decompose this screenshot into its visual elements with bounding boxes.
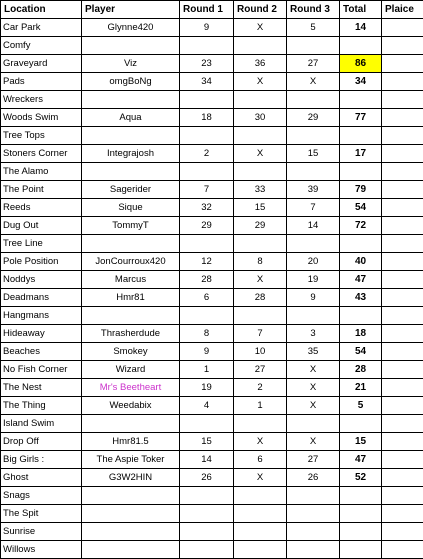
table-row — [1, 217, 423, 235]
round-1-cell[interactable] — [180, 523, 234, 541]
plaice-cell[interactable] — [382, 379, 423, 397]
player-cell[interactable]: JonCourroux420 — [82, 253, 180, 271]
location-cell[interactable]: Hideaway — [1, 325, 82, 343]
location-cell[interactable]: Island Swim — [1, 415, 82, 433]
table-row — [1, 343, 423, 361]
round-3-cell[interactable]: 9 — [287, 289, 340, 307]
total-cell[interactable]: 72 — [340, 217, 382, 235]
player-cell[interactable]: Smokey — [82, 343, 180, 361]
table-row — [1, 253, 423, 271]
total-cell[interactable]: 54 — [340, 343, 382, 361]
round-2-cell[interactable] — [234, 541, 287, 559]
round-1-cell[interactable]: 8 — [180, 325, 234, 343]
table-row — [1, 451, 423, 469]
player-cell[interactable]: Glynne420 — [82, 19, 180, 37]
round-1-cell[interactable] — [180, 163, 234, 181]
round-2-cell[interactable] — [234, 307, 287, 325]
plaice-cell[interactable] — [382, 163, 423, 181]
plaice-cell[interactable] — [382, 109, 423, 127]
player-cell[interactable]: Wizard — [82, 361, 180, 379]
player-cell[interactable]: Aqua — [82, 109, 180, 127]
round-3-cell[interactable]: 14 — [287, 217, 340, 235]
plaice-cell[interactable] — [382, 433, 423, 451]
location-cell[interactable]: Comfy — [1, 37, 82, 55]
location-cell[interactable]: Stoners Corner — [1, 145, 82, 163]
total-cell[interactable]: 5 — [340, 397, 382, 415]
round-1-cell[interactable] — [180, 235, 234, 253]
header-total: Total — [340, 1, 382, 19]
round-3-cell[interactable]: 26 — [287, 469, 340, 487]
player-cell[interactable] — [82, 487, 180, 505]
header-location: Location — [1, 1, 82, 19]
round-1-cell[interactable] — [180, 505, 234, 523]
round-3-cell[interactable] — [287, 487, 340, 505]
location-cell[interactable]: Snags — [1, 487, 82, 505]
total-cell[interactable] — [340, 127, 382, 145]
total-cell[interactable] — [340, 307, 382, 325]
round-1-cell[interactable] — [180, 127, 234, 145]
plaice-cell[interactable] — [382, 469, 423, 487]
round-2-cell[interactable]: 28 — [234, 289, 287, 307]
header-round-1: Round 1 — [180, 1, 234, 19]
table-row — [1, 397, 423, 415]
round-2-cell[interactable]: X — [234, 433, 287, 451]
plaice-cell[interactable] — [382, 73, 423, 91]
player-cell[interactable] — [82, 541, 180, 559]
table-row — [1, 361, 423, 379]
round-3-cell[interactable] — [287, 127, 340, 145]
header-plaice: Plaice — [382, 1, 423, 19]
round-2-cell[interactable]: X — [234, 469, 287, 487]
player-cell[interactable]: TommyT — [82, 217, 180, 235]
round-3-cell[interactable]: 20 — [287, 253, 340, 271]
plaice-cell[interactable] — [382, 361, 423, 379]
location-cell[interactable]: Car Park — [1, 19, 82, 37]
round-1-cell[interactable]: 12 — [180, 253, 234, 271]
round-2-cell[interactable] — [234, 37, 287, 55]
round-2-cell[interactable]: 30 — [234, 109, 287, 127]
round-3-cell[interactable]: 15 — [287, 145, 340, 163]
location-cell[interactable]: Ghost — [1, 469, 82, 487]
location-cell[interactable]: Woods Swim — [1, 109, 82, 127]
table-row — [1, 109, 423, 127]
table-row — [1, 433, 423, 451]
round-3-cell[interactable] — [287, 163, 340, 181]
location-cell[interactable]: Reeds — [1, 199, 82, 217]
player-cell[interactable] — [82, 307, 180, 325]
table-row — [1, 199, 423, 217]
round-1-cell[interactable] — [180, 307, 234, 325]
total-cell[interactable]: 17 — [340, 145, 382, 163]
plaice-cell[interactable] — [382, 235, 423, 253]
plaice-cell[interactable] — [382, 91, 423, 109]
round-2-cell[interactable]: 33 — [234, 181, 287, 199]
round-1-cell[interactable]: 2 — [180, 145, 234, 163]
round-1-cell[interactable]: 28 — [180, 271, 234, 289]
round-2-cell[interactable] — [234, 127, 287, 145]
round-1-cell[interactable]: 4 — [180, 397, 234, 415]
location-cell[interactable]: Willows — [1, 541, 82, 559]
total-cell[interactable]: 21 — [340, 379, 382, 397]
player-cell[interactable]: Viz — [82, 55, 180, 73]
table-row — [1, 523, 423, 541]
round-3-cell[interactable] — [287, 307, 340, 325]
table-row — [1, 541, 423, 559]
location-cell[interactable]: Tree Tops — [1, 127, 82, 145]
plaice-cell[interactable] — [382, 487, 423, 505]
total-cell[interactable] — [340, 505, 382, 523]
round-1-cell[interactable]: 23 — [180, 55, 234, 73]
round-2-cell[interactable] — [234, 91, 287, 109]
table-body — [1, 19, 423, 559]
player-cell[interactable]: Marcus — [82, 271, 180, 289]
total-cell[interactable]: 86 — [340, 55, 382, 73]
round-3-cell[interactable]: X — [287, 379, 340, 397]
round-2-cell[interactable]: 6 — [234, 451, 287, 469]
player-cell[interactable] — [82, 163, 180, 181]
total-cell[interactable] — [340, 163, 382, 181]
header-row — [1, 1, 423, 19]
round-1-cell[interactable]: 34 — [180, 73, 234, 91]
table-row — [1, 19, 423, 37]
player-cell[interactable] — [82, 91, 180, 109]
location-cell[interactable]: Pole Position — [1, 253, 82, 271]
table-row — [1, 163, 423, 181]
table-row — [1, 91, 423, 109]
round-2-cell[interactable]: 29 — [234, 217, 287, 235]
round-2-cell[interactable]: 2 — [234, 379, 287, 397]
round-2-cell[interactable]: 7 — [234, 325, 287, 343]
total-cell[interactable]: 79 — [340, 181, 382, 199]
round-1-cell[interactable] — [180, 91, 234, 109]
player-cell[interactable] — [82, 235, 180, 253]
round-1-cell[interactable]: 18 — [180, 109, 234, 127]
table-row — [1, 469, 423, 487]
total-cell[interactable]: 77 — [340, 109, 382, 127]
round-2-cell[interactable]: 8 — [234, 253, 287, 271]
player-cell[interactable] — [82, 523, 180, 541]
table-row — [1, 325, 423, 343]
round-3-cell[interactable]: 7 — [287, 199, 340, 217]
table-row — [1, 379, 423, 397]
plaice-cell[interactable] — [382, 451, 423, 469]
player-cell[interactable]: Sique — [82, 199, 180, 217]
round-2-cell[interactable]: X — [234, 73, 287, 91]
round-1-cell[interactable]: 26 — [180, 469, 234, 487]
table-row — [1, 37, 423, 55]
table-row — [1, 289, 423, 307]
plaice-cell[interactable] — [382, 217, 423, 235]
plaice-cell[interactable] — [382, 127, 423, 145]
round-1-cell[interactable]: 14 — [180, 451, 234, 469]
header-player: Player — [82, 1, 180, 19]
total-cell[interactable]: 15 — [340, 433, 382, 451]
player-cell[interactable] — [82, 37, 180, 55]
round-2-cell[interactable]: 15 — [234, 199, 287, 217]
plaice-cell[interactable] — [382, 307, 423, 325]
total-cell[interactable]: 18 — [340, 325, 382, 343]
round-3-cell[interactable]: 5 — [287, 19, 340, 37]
round-1-cell[interactable]: 1 — [180, 361, 234, 379]
location-cell[interactable]: Wreckers — [1, 91, 82, 109]
player-cell[interactable] — [82, 127, 180, 145]
location-cell[interactable]: The Nest — [1, 379, 82, 397]
round-2-cell[interactable]: X — [234, 271, 287, 289]
player-cell[interactable]: Sagerider — [82, 181, 180, 199]
player-cell[interactable]: Integrajosh — [82, 145, 180, 163]
plaice-cell[interactable] — [382, 181, 423, 199]
round-1-cell[interactable]: 29 — [180, 217, 234, 235]
plaice-cell[interactable] — [382, 55, 423, 73]
table-row — [1, 127, 423, 145]
table-row — [1, 73, 423, 91]
table-row — [1, 271, 423, 289]
table-row — [1, 487, 423, 505]
total-cell[interactable]: 14 — [340, 19, 382, 37]
player-cell[interactable]: G3W2HIN — [82, 469, 180, 487]
round-1-cell[interactable]: 15 — [180, 433, 234, 451]
location-cell[interactable]: The Spit — [1, 505, 82, 523]
plaice-cell[interactable] — [382, 19, 423, 37]
location-cell[interactable]: Hangmans — [1, 307, 82, 325]
round-1-cell[interactable] — [180, 541, 234, 559]
round-3-cell[interactable]: 3 — [287, 325, 340, 343]
location-cell[interactable]: Big Girls : — [1, 451, 82, 469]
round-3-cell[interactable]: 29 — [287, 109, 340, 127]
table-row — [1, 505, 423, 523]
table-row — [1, 145, 423, 163]
plaice-cell[interactable] — [382, 37, 423, 55]
total-cell[interactable]: 47 — [340, 271, 382, 289]
player-cell[interactable]: Weedabix — [82, 397, 180, 415]
round-3-cell[interactable]: 27 — [287, 55, 340, 73]
round-1-cell[interactable]: 9 — [180, 343, 234, 361]
round-1-cell[interactable]: 9 — [180, 19, 234, 37]
round-1-cell[interactable]: 6 — [180, 289, 234, 307]
round-1-cell[interactable]: 32 — [180, 199, 234, 217]
table-row — [1, 235, 423, 253]
round-2-cell[interactable]: 1 — [234, 397, 287, 415]
player-cell[interactable]: Hmr81 — [82, 289, 180, 307]
round-2-cell[interactable] — [234, 235, 287, 253]
round-2-cell[interactable]: 36 — [234, 55, 287, 73]
total-cell[interactable]: 54 — [340, 199, 382, 217]
round-3-cell[interactable]: X — [287, 361, 340, 379]
location-cell[interactable]: Tree Line — [1, 235, 82, 253]
total-cell[interactable] — [340, 91, 382, 109]
total-cell[interactable] — [340, 487, 382, 505]
round-3-cell[interactable] — [287, 505, 340, 523]
round-3-cell[interactable] — [287, 91, 340, 109]
plaice-cell[interactable] — [382, 541, 423, 559]
round-3-cell[interactable]: X — [287, 73, 340, 91]
location-cell[interactable]: The Alamo — [1, 163, 82, 181]
location-cell[interactable]: Pads — [1, 73, 82, 91]
location-cell[interactable]: The Thing — [1, 397, 82, 415]
plaice-cell[interactable] — [382, 343, 423, 361]
round-2-cell[interactable]: X — [234, 145, 287, 163]
table-row — [1, 307, 423, 325]
player-cell[interactable] — [82, 415, 180, 433]
round-3-cell[interactable]: 19 — [287, 271, 340, 289]
table-row — [1, 181, 423, 199]
total-cell[interactable]: 34 — [340, 73, 382, 91]
total-cell[interactable] — [340, 523, 382, 541]
round-2-cell[interactable]: 27 — [234, 361, 287, 379]
round-3-cell[interactable] — [287, 37, 340, 55]
total-cell[interactable]: 28 — [340, 361, 382, 379]
round-1-cell[interactable] — [180, 415, 234, 433]
player-cell[interactable]: Thrasherdude — [82, 325, 180, 343]
round-2-cell[interactable]: X — [234, 19, 287, 37]
round-1-cell[interactable]: 19 — [180, 379, 234, 397]
round-1-cell[interactable] — [180, 487, 234, 505]
table-row — [1, 415, 423, 433]
round-3-cell[interactable]: X — [287, 433, 340, 451]
round-2-cell[interactable] — [234, 505, 287, 523]
round-2-cell[interactable]: 10 — [234, 343, 287, 361]
plaice-cell[interactable] — [382, 325, 423, 343]
player-cell[interactable]: The Aspie Toker — [82, 451, 180, 469]
player-cell[interactable]: omgBoNg — [82, 73, 180, 91]
header-round-3: Round 3 — [287, 1, 340, 19]
round-2-cell[interactable] — [234, 163, 287, 181]
round-2-cell[interactable] — [234, 415, 287, 433]
location-cell[interactable]: No Fish Corner — [1, 361, 82, 379]
table-row — [1, 55, 423, 73]
location-cell[interactable]: Deadmans — [1, 289, 82, 307]
location-cell[interactable]: Graveyard — [1, 55, 82, 73]
plaice-cell[interactable] — [382, 523, 423, 541]
plaice-cell[interactable] — [382, 199, 423, 217]
round-3-cell[interactable]: 35 — [287, 343, 340, 361]
round-2-cell[interactable] — [234, 487, 287, 505]
location-cell[interactable]: Noddys — [1, 271, 82, 289]
plaice-cell[interactable] — [382, 397, 423, 415]
plaice-cell[interactable] — [382, 505, 423, 523]
plaice-cell[interactable] — [382, 145, 423, 163]
plaice-cell[interactable] — [382, 415, 423, 433]
round-3-cell[interactable]: X — [287, 397, 340, 415]
plaice-cell[interactable] — [382, 289, 423, 307]
round-3-cell[interactable] — [287, 523, 340, 541]
total-cell[interactable] — [340, 415, 382, 433]
round-2-cell[interactable] — [234, 523, 287, 541]
plaice-cell[interactable] — [382, 253, 423, 271]
player-cell[interactable]: Mr's Beetheart — [82, 379, 180, 397]
total-cell[interactable]: 40 — [340, 253, 382, 271]
plaice-cell[interactable] — [382, 271, 423, 289]
total-cell[interactable]: 43 — [340, 289, 382, 307]
round-3-cell[interactable] — [287, 235, 340, 253]
total-cell[interactable] — [340, 541, 382, 559]
round-1-cell[interactable] — [180, 37, 234, 55]
round-1-cell[interactable]: 7 — [180, 181, 234, 199]
round-3-cell[interactable]: 27 — [287, 451, 340, 469]
round-3-cell[interactable] — [287, 415, 340, 433]
player-cell[interactable] — [82, 505, 180, 523]
round-3-cell[interactable]: 39 — [287, 181, 340, 199]
total-cell[interactable]: 47 — [340, 451, 382, 469]
location-cell[interactable]: The Point — [1, 181, 82, 199]
total-cell[interactable]: 52 — [340, 469, 382, 487]
location-cell[interactable]: Beaches — [1, 343, 82, 361]
location-cell[interactable]: Dug Out — [1, 217, 82, 235]
location-cell[interactable]: Drop Off — [1, 433, 82, 451]
total-cell[interactable] — [340, 235, 382, 253]
round-3-cell[interactable] — [287, 541, 340, 559]
header-round-2: Round 2 — [234, 1, 287, 19]
location-cell[interactable]: Sunrise — [1, 523, 82, 541]
player-cell[interactable]: Hmr81.5 — [82, 433, 180, 451]
total-cell[interactable] — [340, 37, 382, 55]
